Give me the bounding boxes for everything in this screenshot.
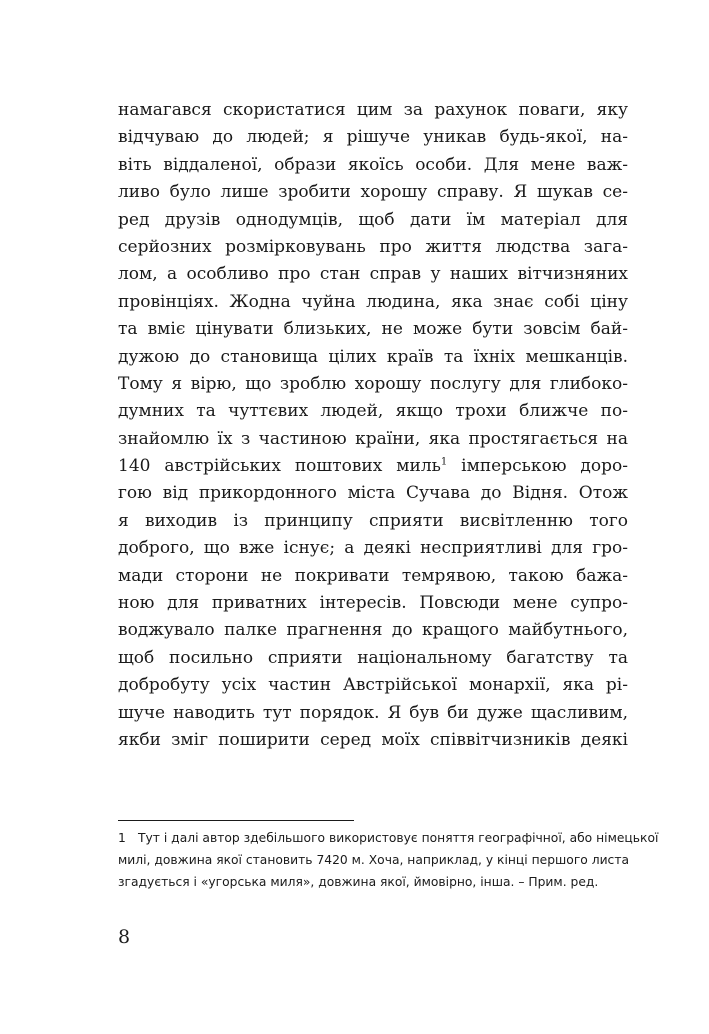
- text-segment: 140 австрійських поштових миль: [118, 456, 441, 477]
- text-line: ред друзів однодумців, щоб дати їм матеріал для: [118, 209, 628, 230]
- footnote-line: [118, 827, 659, 849]
- text-line: мади сторони не покривати темрявою, такою бажа-: [118, 565, 628, 586]
- text-line: я виходив із принципу сприяти висвітленню того: [118, 510, 628, 531]
- text-line: думних та чуттєвих людей, якщо трохи ближче по-: [118, 401, 628, 422]
- footnote-number: 1: [118, 831, 126, 845]
- footnote-reference[interactable]: 1: [440, 456, 448, 468]
- main-text: [118, 97, 628, 754]
- text-line: воджувало палке прагнення до кращого майбутнього,: [118, 620, 628, 641]
- page-number: 8: [118, 926, 131, 948]
- text-line: дужою до становища цілих країв та їхніх мешканців.: [118, 346, 628, 367]
- text-line: гою від прикордонного міста Сучава до Відня. Отож: [118, 483, 628, 504]
- footnote-divider: [118, 820, 354, 821]
- text-line: ною для приватних інтересів. Повсюди мене супро-: [118, 593, 628, 614]
- text-line: намагався скористатися цим за рахунок поваги, яку: [118, 100, 628, 120]
- footnote: [118, 827, 659, 893]
- text-line: провінціях. Жодна чуйна людина, яка знає собі ціну: [118, 291, 628, 312]
- text-line: знайомлю їх з частиною країни, яка простягається на: [118, 428, 628, 449]
- text-line: якби зміг поширити серед моїх співвітчизників деякі: [118, 729, 628, 750]
- text-line: добробуту усіх частин Австрійської монархії, яка рі-: [118, 675, 628, 696]
- footnote-text: Тут і далі автор здебільшого використовує поняття географічної, або німецької: [138, 831, 659, 845]
- text-line: віть віддаленої, образи якоїсь особи. Для мене важ-: [118, 154, 628, 175]
- text-line: відчуваю до людей; я рішуче уникав будь-якої, на-: [118, 127, 628, 148]
- text-segment: імперською доро-: [447, 456, 628, 477]
- text-line-with-footnote-ref: [118, 453, 628, 480]
- text-line: лом, а особливо про стан справ у наших вітчизняних: [118, 264, 628, 285]
- text-line: та вміє цінувати близьких, не може бути зовсім бай-: [118, 319, 628, 340]
- text-line: ливо було лише зробити хорошу справу. Я шукав се-: [118, 182, 628, 203]
- footnote-line: милі, довжина якої становить 7420 м. Хоча, наприклад, у кінці першого листа: [118, 853, 630, 867]
- text-line: Тому я вірю, що зроблю хорошу послугу для глибоко-: [118, 373, 628, 394]
- text-line: доброго, що вже існує; а деякі несприятливі для гро-: [118, 538, 628, 559]
- text-line: шуче наводить тут порядок. Я був би дуже щасливим,: [118, 702, 628, 723]
- text-line: серйозних розмірковувань про життя людства зага-: [118, 236, 628, 257]
- text-line: щоб посильно сприяти національному багатству та: [118, 647, 628, 668]
- footnote-line: згадується і «угорська миля», довжина якої, ймовірно, інша. – Прим. ред.: [118, 875, 599, 889]
